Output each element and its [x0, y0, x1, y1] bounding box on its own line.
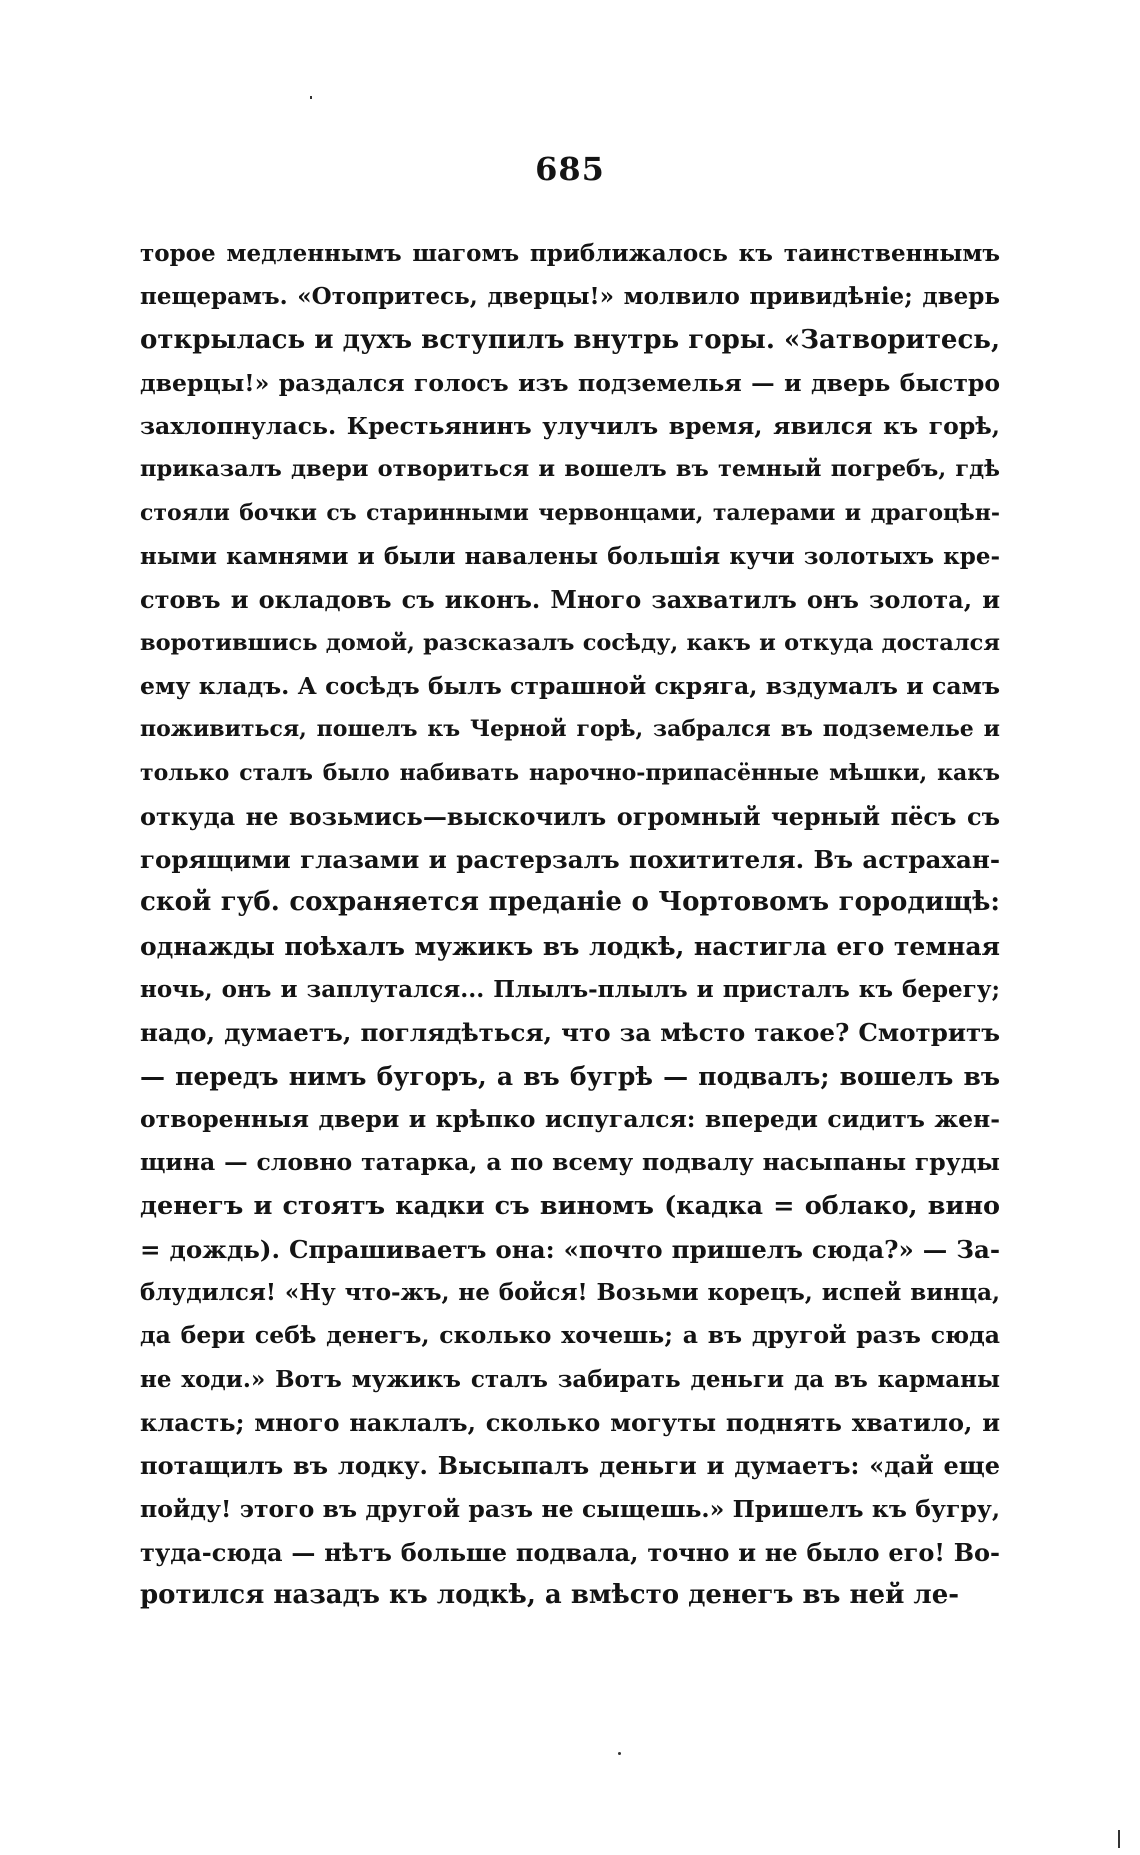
- text-line: пойду! этого въ другой разъ не сыщешь.» Пришелъ къ бугру,: [140, 1494, 1000, 1523]
- text-line: ными камнями и были навалены большія кучи золотыхъ кре-: [140, 543, 1000, 571]
- page-number: 685: [535, 150, 605, 188]
- text-line: открылась и духъ вступилъ внутрь горы. «Затворитесь,: [140, 324, 1000, 355]
- text-line: только сталъ было набивать нарочно-припасённые мѣшки, какъ: [140, 759, 1000, 786]
- text-line: денегъ и стоятъ кадки съ виномъ (кадка = облако, вино: [140, 1190, 1000, 1221]
- text-line: надо, думаетъ, поглядѣться, что за мѣсто такое? Смотритъ: [140, 1018, 1000, 1048]
- text-line: класть; много наклалъ, сколько могуты поднять хватило, и: [140, 1408, 1000, 1438]
- print-speck: [618, 1752, 621, 1755]
- text-line: откуда не возьмись—выскочилъ огромный черный пёсъ съ: [140, 801, 1000, 831]
- print-speck: [310, 96, 312, 99]
- text-line: приказалъ двери отвориться и вошелъ въ темный погребъ, гдѣ: [140, 456, 1000, 483]
- text-line: отворенныя двери и крѣпко испугался: впереди сидитъ жен-: [140, 1104, 1000, 1133]
- text-line: стовъ и окладовъ съ иконъ. Много захватилъ онъ золота, и: [140, 585, 1000, 615]
- text-line: дверцы!» раздался голосъ изъ подземелья — и дверь быстро: [140, 368, 1000, 397]
- print-speck: [1118, 1830, 1120, 1848]
- text-line: — передъ нимъ бугоръ, а въ бугрѣ — подвалъ; вошелъ въ: [140, 1061, 1000, 1091]
- text-line: потащилъ въ лодку. Высыпалъ деньги и думаетъ: «дай еще: [140, 1451, 1000, 1481]
- text-line: туда-сюда — нѣтъ больше подвала, точно и не было его! Во-: [140, 1537, 1000, 1567]
- text-line: ской губ. сохраняется преданіе о Чортовомъ городищѣ:: [140, 887, 1000, 918]
- text-line: да бери себѣ денегъ, сколько хочешь; а въ другой разъ сюда: [140, 1321, 1000, 1350]
- text-line: пещерамъ. «Отопритесь, дверцы!» молвило привидѣніе; дверь: [140, 283, 1000, 311]
- text-line: стояли бочки съ старинными червонцами, талерами и драгоцѣн-: [140, 499, 1000, 526]
- text-line: захлопнулась. Крестьянинъ улучилъ время, явился къ горѣ,: [140, 412, 1000, 441]
- text-line: поживиться, пошелъ къ Черной горѣ, забрался въ подземелье и: [140, 716, 1000, 743]
- text-line: не ходи.» Вотъ мужикъ сталъ забирать деньги да въ карманы: [140, 1365, 1000, 1393]
- text-line: блудился! «Ну что-жъ, не бойся! Возьми корецъ, испей винца,: [140, 1279, 1000, 1307]
- text-line: ему кладъ. А сосѣдъ былъ страшной скряга, вздумалъ и самъ: [140, 671, 1000, 700]
- text-line: однажды поѣхалъ мужикъ въ лодкѣ, настигла его темная: [140, 931, 1000, 961]
- text-line: ночь, онъ и заплутался... Плылъ-плылъ и присталъ къ берегу;: [140, 976, 1000, 1004]
- text-line: торое медленнымъ шагомъ приближалось къ таинственнымъ: [140, 240, 1000, 267]
- body-text: [140, 232, 1000, 1618]
- text-line: воротившись домой, разсказалъ сосѣду, какъ и откуда достался: [140, 629, 1000, 656]
- text-line: горящими глазами и растерзалъ похитителя. Въ астрахан-: [140, 845, 1000, 875]
- text-line: = дождь). Спрашиваетъ она: «почто пришелъ сюда?» — За-: [140, 1234, 1000, 1264]
- text-line: щина — словно татарка, а по всему подвалу насыпаны груды: [140, 1148, 1000, 1177]
- text-line: ротился назадъ къ лодкѣ, а вмѣсто денегъ въ ней ле-: [140, 1580, 960, 1611]
